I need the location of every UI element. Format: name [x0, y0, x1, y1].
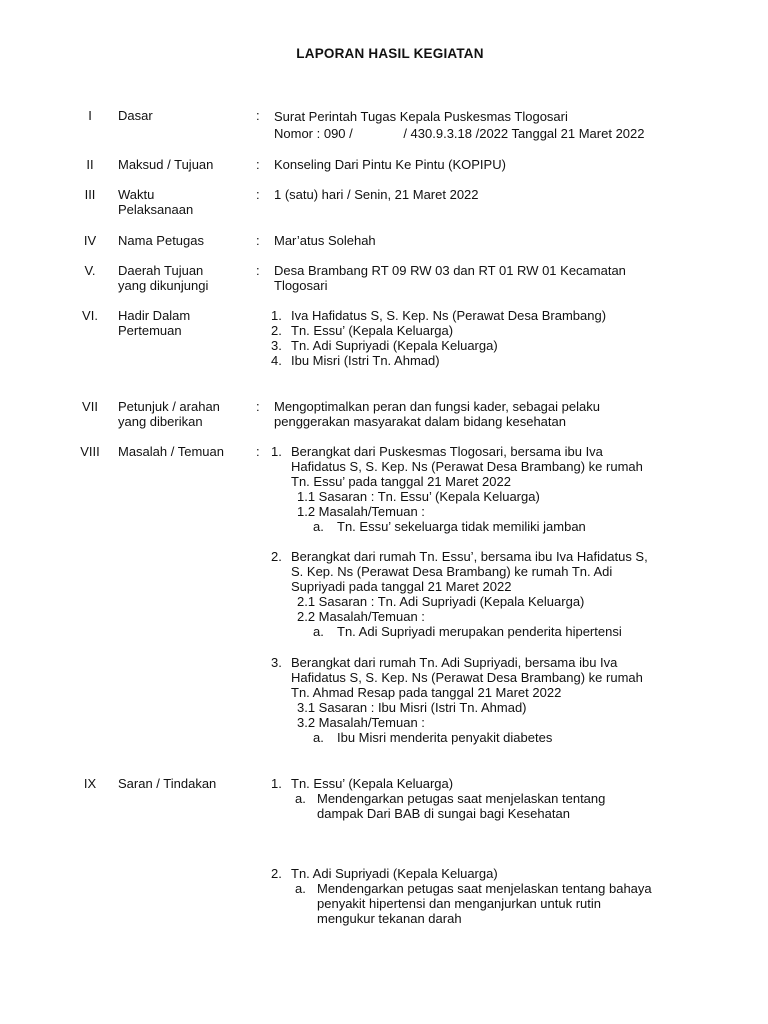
finding-item-2	[271, 549, 741, 639]
action-item-2	[271, 866, 741, 926]
colon: :	[256, 157, 260, 172]
section-value: Mar’atus Solehah	[274, 233, 376, 248]
colon: :	[256, 187, 260, 202]
section-value: Desa Brambang RT 09 RW 03 dan RT 01 RW 01 Kecamatan Tlogosari	[274, 263, 626, 293]
section-number: IV	[83, 233, 97, 248]
section-label: Nama Petugas	[118, 233, 204, 248]
action-point: a. Mendengarkan petugas saat menjelaskan tentang bahaya penyakit hipertensi dan menganjurkan untuk rutin mengukur tekanan darah	[295, 881, 652, 926]
list-item: 1. Iva Hafidatus S, S. Kep. Ns (Perawat Desa Brambang)	[271, 308, 607, 323]
colon: :	[256, 108, 260, 123]
action-item: 2. Tn. Adi Supriyadi (Kepala Keluarga)	[271, 866, 498, 881]
section-number: I	[88, 108, 92, 123]
report-title: LAPORAN HASIL KEGIATAN	[296, 46, 484, 61]
section-label: Maksud / Tujuan	[118, 157, 214, 172]
section-value: Konseling Dari Pintu Ke Pintu (KOPIPU)	[274, 157, 506, 172]
section-value: Surat Perintah Tugas Kepala Puskesmas Tlogosari Nomor : 090 / / 430.9.3.18 /2022 Tanggal 21 Maret 2022	[274, 109, 645, 141]
finding-sasaran: 3.1 Sasaran : Ibu Misri (Istri Tn. Ahmad) 3.2 Masalah/Temuan :	[297, 700, 527, 730]
finding-point: a. Tn. Adi Supriyadi merupakan penderita hipertensi	[313, 624, 622, 639]
section-number: VIII	[80, 444, 100, 459]
section-number: VI.	[82, 308, 98, 323]
section-number: II	[86, 157, 94, 172]
section-label: Hadir Dalam Pertemuan	[118, 308, 191, 338]
section-label: Daerah Tujuan yang dikunjungi	[118, 263, 209, 293]
section-number: IX	[83, 776, 97, 791]
section-label: Masalah / Temuan	[118, 444, 224, 459]
section-label: Dasar	[118, 108, 153, 123]
finding-item-3	[271, 655, 741, 745]
list-item: 4. Ibu Misri (Istri Tn. Ahmad)	[271, 353, 440, 368]
action-point: a. Mendengarkan petugas saat menjelaskan tentang dampak Dari BAB di sungai bagi Kesehatan	[295, 791, 606, 821]
attendee-list	[271, 308, 741, 368]
section-label: Petunjuk / arahan yang diberikan	[118, 399, 220, 429]
findings-list	[271, 444, 741, 534]
section-label: Waktu Pelaksanaan	[118, 187, 194, 217]
colon: :	[256, 444, 260, 459]
section-value: Mengoptimalkan peran dan fungsi kader, sebagai pelaku penggerakan masyarakat dalam bidang kesehatan	[274, 399, 600, 429]
colon: :	[256, 399, 260, 414]
finding-sasaran: 2.1 Sasaran : Tn. Adi Supriyadi (Kepala Keluarga) 2.2 Masalah/Temuan :	[297, 594, 585, 624]
finding-item: 1. Berangkat dari Puskesmas Tlogosari, bersama ibu Iva Hafidatus S, S. Kep. Ns (Perawat Desa Brambang) ke rumah Tn. Essu’ pada tanggal 21 Maret 2022	[271, 444, 643, 489]
list-item: 3. Tn. Adi Supriyadi (Kepala Keluarga)	[271, 338, 498, 353]
colon: :	[256, 233, 260, 248]
colon: :	[256, 263, 260, 278]
finding-point: a. Ibu Misri menderita penyakit diabetes	[313, 730, 553, 745]
section-number: III	[84, 187, 96, 202]
list-item: 2. Tn. Essu’ (Kepala Keluarga)	[271, 323, 454, 338]
finding-sasaran: 1.1 Sasaran : Tn. Essu’ (Kepala Keluarga) 1.2 Masalah/Temuan :	[297, 489, 540, 519]
finding-point: a. Tn. Essu’ sekeluarga tidak memiliki jamban	[313, 519, 586, 534]
finding-item: 2. Berangkat dari rumah Tn. Essu’, bersama ibu Iva Hafidatus S, S. Kep. Ns (Perawat Desa Brambang) ke rumah Tn. Adi Supriyadi pada tanggal 21 Maret 2022	[271, 549, 648, 594]
section-number: V.	[84, 263, 96, 278]
action-item: 1. Tn. Essu’ (Kepala Keluarga)	[271, 776, 454, 791]
section-label: Saran / Tindakan	[118, 776, 217, 791]
section-number: VII	[82, 399, 98, 414]
section-value: 1 (satu) hari / Senin, 21 Maret 2022	[274, 187, 479, 202]
finding-item: 3. Berangkat dari rumah Tn. Adi Supriyadi, bersama ibu Iva Hafidatus S, S. Kep. Ns (Perawat Desa Brambang) ke rumah Tn. Ahmad Resap pada tanggal 21 Maret 2022	[271, 655, 643, 700]
actions-list	[271, 776, 741, 821]
